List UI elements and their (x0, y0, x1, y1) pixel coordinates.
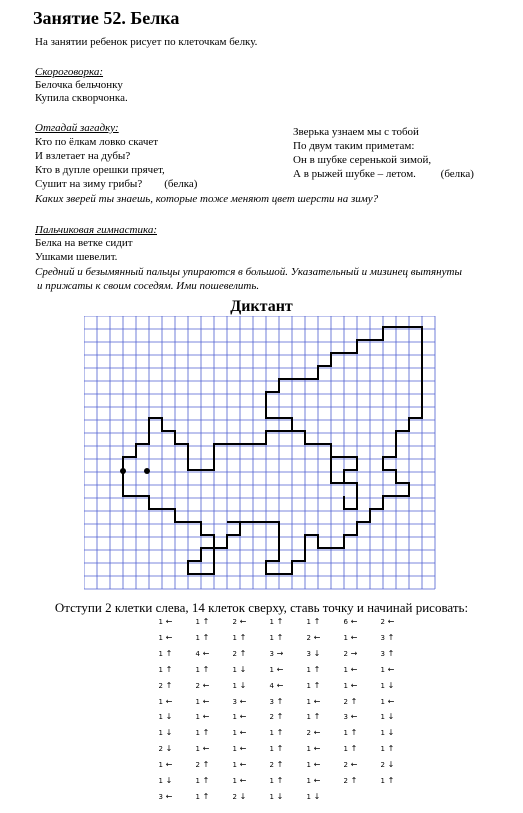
dictation-command (155, 744, 175, 754)
dictation-command (266, 665, 286, 675)
command-count: 1 (158, 697, 163, 706)
command-arrow-icon: ← (202, 680, 210, 690)
dictation-command (303, 712, 323, 722)
riddle-left-line: И взлетает на дубы? (35, 150, 131, 162)
command-count: 1 (306, 745, 311, 754)
dictation-command (303, 633, 323, 643)
dictation-command (377, 728, 397, 738)
command-count: 1 (380, 681, 385, 690)
dictation-command (229, 792, 249, 802)
command-arrow-icon: ← (202, 744, 210, 754)
dictation-command (266, 697, 286, 707)
command-count: 1 (158, 665, 163, 674)
command-arrow-icon: ← (239, 776, 247, 785)
command-count: 1 (195, 633, 200, 642)
dictation-command (303, 760, 323, 770)
dictation-command (377, 712, 397, 722)
dictation-command (377, 681, 397, 691)
command-count: 1 (306, 761, 311, 770)
command-count: 2 (195, 761, 200, 770)
page-title: Занятие 52. Белка (33, 8, 180, 28)
dictation-command (229, 712, 249, 722)
command-arrow-icon: ↓ (239, 791, 247, 801)
dictation-command (192, 744, 212, 754)
command-count: 2 (343, 777, 348, 785)
command-arrow-icon: ↑ (202, 728, 210, 738)
finger-gym-line: Ушками шевелит. (35, 251, 118, 263)
command-arrow-icon: ↑ (276, 696, 284, 706)
command-count: 1 (158, 777, 163, 785)
command-arrow-icon: ↑ (202, 776, 210, 785)
command-count: 1 (306, 777, 311, 785)
dictation-command (340, 728, 360, 738)
dictation-command (155, 776, 175, 786)
command-arrow-icon: ↑ (202, 664, 210, 674)
command-arrow-icon: ↑ (165, 664, 173, 674)
command-count: 4 (195, 649, 200, 658)
command-count: 1 (380, 697, 385, 706)
command-count: 1 (232, 777, 237, 785)
command-count: 2 (269, 761, 274, 770)
command-count: 1 (232, 681, 237, 690)
command-arrow-icon: ← (387, 617, 395, 626)
command-count: 2 (232, 649, 237, 658)
dictation-command (229, 617, 249, 627)
command-arrow-icon: ↑ (202, 791, 210, 801)
command-arrow-icon: ↓ (165, 728, 173, 738)
command-count: 3 (269, 697, 274, 706)
dictation-command (229, 681, 249, 691)
dictation-command (155, 633, 175, 643)
command-count: 2 (343, 697, 348, 706)
riddle-left-line: Кто в дупле орешки прячет, (35, 164, 165, 176)
command-arrow-icon: ↑ (350, 744, 358, 754)
command-arrow-icon: ↑ (276, 760, 284, 770)
command-arrow-icon: ← (313, 632, 321, 642)
command-arrow-icon: ↓ (165, 744, 173, 754)
dictation-command (303, 792, 323, 802)
command-arrow-icon: ↓ (276, 791, 284, 801)
command-count: 1 (343, 633, 348, 642)
command-count: 1 (269, 745, 274, 754)
dictation-command (340, 760, 360, 770)
dictation-command (266, 633, 286, 643)
dictation-command (303, 617, 323, 627)
command-arrow-icon: ↑ (350, 776, 358, 785)
command-count: 3 (380, 633, 385, 642)
command-arrow-icon: ← (387, 664, 395, 674)
finger-gym-instruction: Средний и безымянный пальцы упираются в большой. Указательный и мизинец вытянуты (35, 266, 462, 278)
command-count: 1 (306, 618, 311, 626)
command-arrow-icon: ← (239, 760, 247, 770)
finger-gym-line: Белка на ветке сидит (35, 237, 133, 249)
riddle-left-line: Кто по ёлкам ловко скачет (35, 136, 159, 148)
dictation-command (303, 649, 323, 659)
command-count: 1 (269, 665, 274, 674)
command-count: 2 (306, 633, 311, 642)
command-count: 2 (232, 792, 237, 801)
dictation-command (229, 697, 249, 707)
command-arrow-icon: ↑ (276, 744, 284, 754)
dictation-command (229, 760, 249, 770)
command-count: 3 (306, 649, 311, 658)
command-arrow-icon: ← (313, 760, 321, 770)
command-arrow-icon: ← (276, 680, 284, 690)
dictation-command (229, 728, 249, 738)
dictation-command (266, 617, 286, 627)
command-arrow-icon: ← (165, 696, 173, 706)
command-count: 2 (343, 649, 348, 658)
dictation-command (192, 728, 212, 738)
command-count: 1 (380, 713, 385, 722)
dictation-command (229, 649, 249, 659)
command-arrow-icon: ↑ (387, 744, 395, 754)
command-arrow-icon: ↑ (202, 632, 210, 642)
command-arrow-icon: ↑ (387, 776, 395, 785)
dictation-command (303, 681, 323, 691)
dictation-command (229, 744, 249, 754)
question-text: Каких зверей ты знаешь, которые тоже меняют цвет шерсти на зиму? (35, 193, 379, 205)
command-arrow-icon: ↑ (165, 648, 173, 658)
command-count: 1 (158, 618, 163, 626)
command-arrow-icon: ↑ (313, 617, 321, 626)
command-arrow-icon: ↑ (276, 712, 284, 722)
command-arrow-icon: ↓ (165, 712, 173, 722)
dictation-command (266, 760, 286, 770)
dictation-command (155, 760, 175, 770)
command-arrow-icon: ↑ (313, 712, 321, 722)
command-arrow-icon: ↓ (387, 680, 395, 690)
command-count: 3 (269, 649, 274, 658)
dictation-command (340, 712, 360, 722)
finger-gym-heading: Пальчиковая гимнастика: (35, 224, 157, 236)
command-count: 2 (343, 761, 348, 770)
command-count: 1 (343, 745, 348, 754)
dictation-command (155, 649, 175, 659)
command-count: 1 (158, 633, 163, 642)
dictation-title: Диктант (230, 298, 293, 315)
dictation-grid (84, 316, 436, 592)
tongue-twister-line: Купила скворчонка. (35, 92, 128, 104)
dictation-command (303, 776, 323, 786)
command-arrow-icon: ↑ (276, 617, 284, 626)
command-count: 1 (343, 729, 348, 738)
dictation-command (192, 649, 212, 659)
dictation-command (377, 776, 397, 786)
command-arrow-icon: ← (350, 760, 358, 770)
dictation-command (192, 712, 212, 722)
command-arrow-icon: ← (165, 632, 173, 642)
dictation-command (155, 728, 175, 738)
dictation-command (266, 712, 286, 722)
dictation-command (340, 665, 360, 675)
command-count: 1 (232, 713, 237, 722)
command-count: 1 (195, 713, 200, 722)
riddle-right-line: А в рыжей шубке – летом. (белка) (293, 168, 474, 180)
command-arrow-icon: ← (239, 744, 247, 754)
dictation-command (155, 681, 175, 691)
command-arrow-icon: ↑ (239, 632, 247, 642)
dictation-command (266, 728, 286, 738)
command-arrow-icon: ← (239, 712, 247, 722)
command-arrow-icon: ↓ (387, 712, 395, 722)
riddle-heading: Отгадай загадку: (35, 122, 119, 134)
command-arrow-icon: → (276, 648, 284, 658)
dictation-command (377, 665, 397, 675)
dictation-command (340, 681, 360, 691)
command-count: 2 (158, 745, 163, 754)
dictation-command (229, 776, 249, 786)
command-count: 2 (158, 681, 163, 690)
command-arrow-icon: ← (350, 712, 358, 722)
dictation-command (377, 617, 397, 627)
command-arrow-icon: ← (239, 696, 247, 706)
command-arrow-icon: ↓ (387, 728, 395, 738)
command-count: 1 (158, 649, 163, 658)
command-arrow-icon: ← (313, 728, 321, 738)
squirrel-eye (120, 468, 126, 474)
dictation-command (192, 792, 212, 802)
tongue-twister-line: Белочка бельчонку (35, 79, 123, 91)
dictation-command (303, 697, 323, 707)
command-count: 1 (195, 792, 200, 801)
command-arrow-icon: ↑ (202, 760, 210, 770)
command-arrow-icon: ← (202, 648, 210, 658)
dictation-command (340, 633, 360, 643)
command-arrow-icon: ↓ (313, 648, 321, 658)
command-arrow-icon: ↑ (165, 680, 173, 690)
finger-gym-instruction: и прижаты к своим соседям. Ими пошевелить. (37, 280, 260, 292)
squirrel-inner-line (344, 483, 357, 509)
command-arrow-icon: ↑ (387, 632, 395, 642)
command-arrow-icon: ↑ (350, 696, 358, 706)
command-count: 1 (195, 665, 200, 674)
command-count: 1 (195, 745, 200, 754)
command-count: 1 (306, 697, 311, 706)
command-count: 1 (232, 761, 237, 770)
command-arrow-icon: ← (350, 680, 358, 690)
command-arrow-icon: ← (165, 791, 173, 801)
squirrel-eye (144, 468, 150, 474)
command-count: 1 (232, 729, 237, 738)
command-arrow-icon: → (350, 648, 358, 658)
command-count: 1 (306, 681, 311, 690)
command-arrow-icon: ↑ (239, 648, 247, 658)
dictation-command (303, 665, 323, 675)
command-count: 1 (380, 665, 385, 674)
command-count: 2 (380, 761, 385, 770)
command-count: 2 (232, 618, 237, 626)
command-arrow-icon: ↑ (276, 632, 284, 642)
tongue-twister-heading: Скороговорка: (35, 66, 104, 78)
command-count: 1 (158, 761, 163, 770)
command-count: 2 (380, 618, 385, 626)
command-arrow-icon: ← (276, 664, 284, 674)
dictation-command (229, 633, 249, 643)
dictation-command (303, 728, 323, 738)
command-count: 1 (232, 665, 237, 674)
command-arrow-icon: ↓ (387, 760, 395, 770)
command-count: 1 (306, 665, 311, 674)
riddle-right-line: По двум таким приметам: (293, 140, 415, 152)
dictation-command (192, 617, 212, 627)
command-arrow-icon: ← (313, 776, 321, 785)
command-arrow-icon: ↓ (313, 791, 321, 801)
command-count: 1 (158, 729, 163, 738)
command-count: 1 (380, 729, 385, 738)
command-count: 1 (380, 745, 385, 754)
dictation-command (377, 744, 397, 754)
dictation-command (155, 697, 175, 707)
command-arrow-icon: ↑ (276, 776, 284, 785)
dictation-command (266, 681, 286, 691)
command-count: 2 (195, 681, 200, 690)
command-count: 1 (232, 745, 237, 754)
dictation-command (377, 633, 397, 643)
command-arrow-icon: ↑ (276, 728, 284, 738)
command-arrow-icon: ← (350, 632, 358, 642)
command-count: 1 (306, 713, 311, 722)
command-arrow-icon: ↑ (202, 617, 210, 626)
command-count: 2 (269, 713, 274, 722)
dictation-command (266, 776, 286, 786)
riddle-right-line: Он в шубке серенькой зимой, (293, 154, 432, 166)
command-count: 1 (158, 713, 163, 722)
dictation-command (155, 792, 175, 802)
dictation-command (340, 617, 360, 627)
command-arrow-icon: ↓ (239, 680, 247, 690)
squirrel-inner-line (292, 431, 357, 483)
command-count: 1 (195, 777, 200, 785)
command-arrow-icon: ↑ (350, 728, 358, 738)
dictation-command (266, 744, 286, 754)
dictation-command (377, 760, 397, 770)
dictation-command (192, 760, 212, 770)
dictation-command (340, 649, 360, 659)
command-count: 3 (232, 697, 237, 706)
riddle-left-line: Сушит на зиму грибы? (белка) (35, 178, 198, 190)
riddle-right-line: Зверька узнаем мы с тобой (293, 126, 419, 138)
command-count: 1 (269, 729, 274, 738)
command-count: 6 (343, 618, 348, 626)
dictation-command (266, 649, 286, 659)
command-arrow-icon: ← (202, 712, 210, 722)
command-arrow-icon: ↑ (387, 648, 395, 658)
command-arrow-icon: ← (313, 744, 321, 754)
command-count: 3 (158, 792, 163, 801)
command-arrow-icon: ← (350, 664, 358, 674)
dictation-instruction: Отступи 2 клетки слева, 14 клеток сверху, ставь точку и начинай рисовать: (54, 600, 469, 615)
dictation-command (266, 792, 286, 802)
command-count: 1 (195, 697, 200, 706)
dictation-command (192, 633, 212, 643)
command-count: 3 (380, 649, 385, 658)
command-arrow-icon: ← (313, 696, 321, 706)
dictation-command (155, 665, 175, 675)
dictation-command (192, 776, 212, 786)
command-count: 1 (343, 665, 348, 674)
command-count: 1 (232, 633, 237, 642)
dictation-command (192, 665, 212, 675)
command-count: 1 (306, 792, 311, 801)
command-arrow-icon: ← (350, 617, 358, 626)
dictation-command (340, 776, 360, 786)
command-arrow-icon: ← (202, 696, 210, 706)
dictation-command (155, 617, 175, 627)
command-count: 4 (269, 681, 274, 690)
command-count: 1 (269, 777, 274, 785)
command-count: 1 (380, 777, 385, 785)
command-count: 1 (343, 681, 348, 690)
dictation-command (229, 665, 249, 675)
command-count: 3 (343, 713, 348, 722)
dictation-command (340, 744, 360, 754)
dictation-command (377, 649, 397, 659)
command-arrow-icon: ↓ (239, 664, 247, 674)
command-count: 1 (269, 792, 274, 801)
command-arrow-icon: ← (387, 696, 395, 706)
command-arrow-icon: ↓ (165, 776, 173, 785)
dictation-command (192, 681, 212, 691)
command-arrow-icon: ← (239, 728, 247, 738)
command-arrow-icon: ↑ (313, 680, 321, 690)
command-arrow-icon: ↑ (313, 664, 321, 674)
dictation-command (155, 712, 175, 722)
command-arrow-icon: ← (165, 760, 173, 770)
command-count: 2 (306, 729, 311, 738)
command-count: 1 (269, 618, 274, 626)
command-count: 1 (195, 729, 200, 738)
command-count: 1 (269, 633, 274, 642)
command-arrow-icon: ← (239, 617, 247, 626)
dictation-command (377, 697, 397, 707)
command-count: 1 (195, 618, 200, 626)
intro-text: На занятии ребенок рисует по клеточкам белку. (35, 36, 258, 48)
command-arrow-icon: ← (165, 617, 173, 626)
dictation-command (303, 744, 323, 754)
dictation-command (340, 697, 360, 707)
dictation-command (192, 697, 212, 707)
